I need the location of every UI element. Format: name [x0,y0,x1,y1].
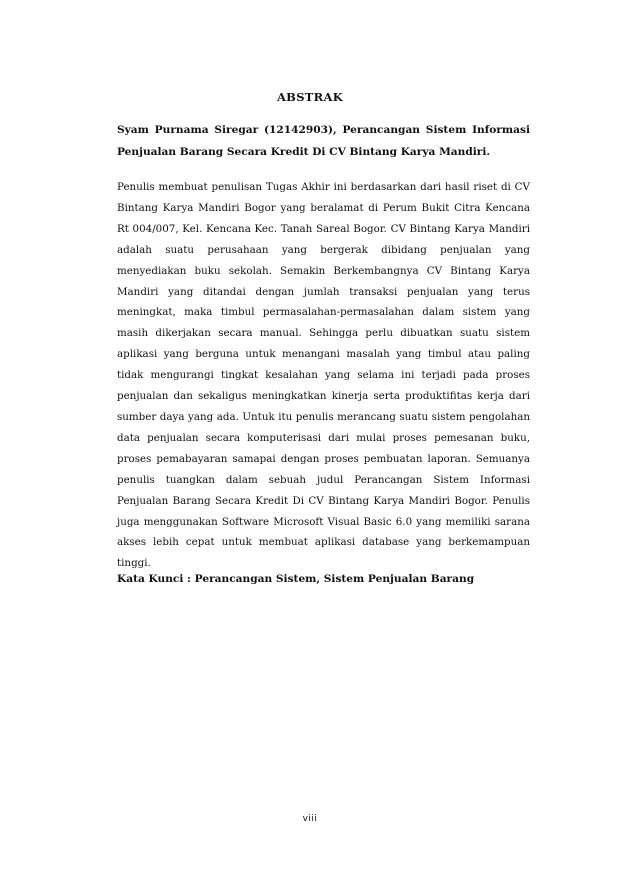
abstract-paragraph: Penulis membuat penulisan Tugas Akhir ini berdasarkan dari hasil riset di CV Bintang Karya Mandiri Bogor yang beralamat di Perum Bukit Citra Kencana Rt 004/007, Kel. Kencana Kec. Tanah Sareal Bogor. CV Bintang Karya Mandiri adalah suatu perusahaan yang bergerak dibidang penjualan yang menyediakan buku sekolah. Semakin Berkembangnya CV Bintang Karya Mandiri yang ditandai dengan jumlah transaksi penjualan yang terus meningkat, maka timbul permasalahan-permasalahan dalam sistem yang masih dikerjakan secara manual. Sehingga perlu dibuatkan suatu sistem aplikasi yang berguna untuk menangani masalah yang timbul atau paling tidak mengurangi tingkat kesalahan yang selama ini terjadi pada proses penjualan dan sekaligus meningkatkan kinerja serta produktifitas kerja dari sumber daya yang ada. Untuk itu penulis merancang suatu sistem pengolahan data penjualan secara komputerisasi dari mulai proses pemesanan buku, proses pemabayaran samapai dengan proses pembuatan laporan. Semuanya penulis tuangkan dalam sebuah judul Perancangan Sistem Informasi Penjualan Barang Secara Kredit Di CV Bintang Karya Mandiri Bogor. Penulis juga menggunakan Software Microsoft Visual Basic 6.0 yang memiliki sarana akses lebih cepat untuk membuat aplikasi database yang berkemampuan tinggi. [117,181,530,570]
page-number: viii [302,814,318,824]
page-title: ABSTRAK [276,90,344,104]
keywords-line: Kata Kunci : Perancangan Sistem, Sistem Penjualan Barang [117,573,475,585]
author-citation: Syam Purnama Siregar (12142903), Perancangan Sistem Informasi Penjualan Barang Secara Kredit Di CV Bintang Karya Mandiri. [117,124,530,158]
